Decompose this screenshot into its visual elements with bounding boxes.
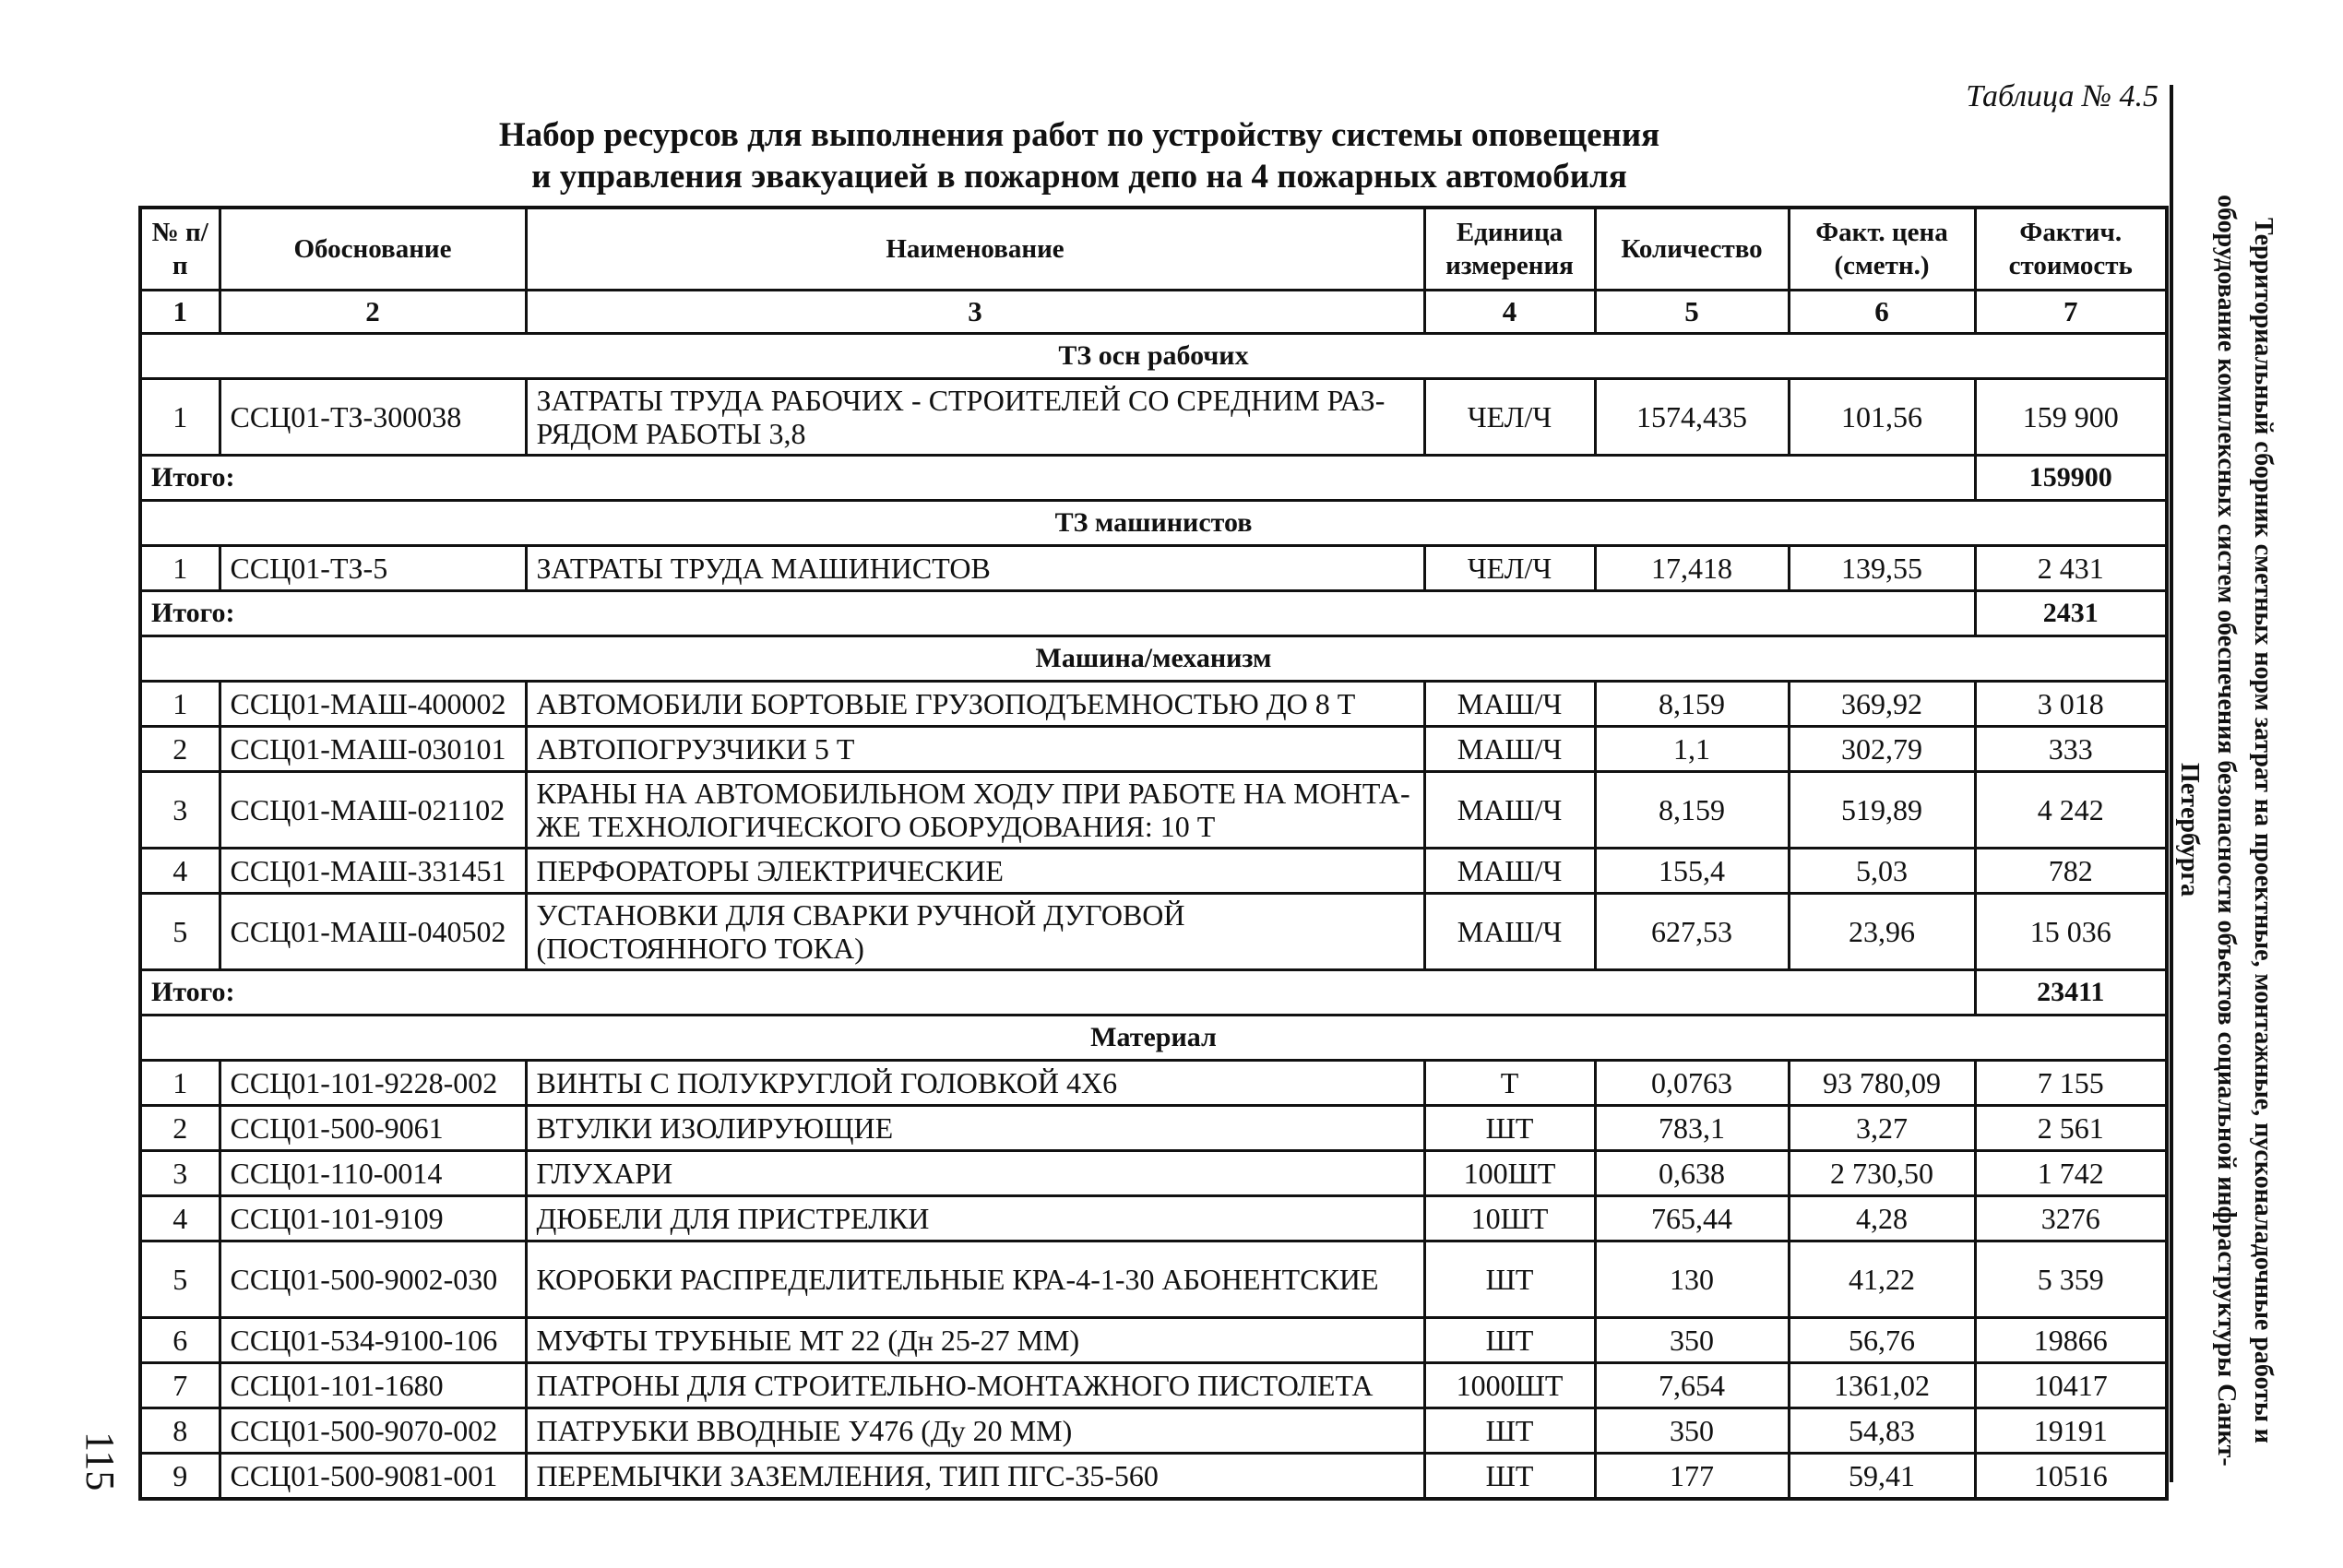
row-price: 4,28 — [1789, 1196, 1975, 1241]
row-number: 2 — [140, 1106, 220, 1151]
row-cost: 15 036 — [1975, 894, 2167, 970]
row-number: 2 — [140, 727, 220, 772]
row-number: 6 — [140, 1318, 220, 1363]
row-number: 9 — [140, 1454, 220, 1500]
row-cost: 4 242 — [1975, 772, 2167, 849]
row-unit: ШТ — [1424, 1106, 1595, 1151]
row-name: АВТОПОГРУЗЧИКИ 5 Т — [526, 727, 1424, 772]
row-unit: МАШ/Ч — [1424, 682, 1595, 727]
row-price: 369,92 — [1789, 682, 1975, 727]
column-number: 1 — [140, 291, 220, 334]
header-name: Наименование — [526, 208, 1424, 291]
header-basis: Обоснование — [220, 208, 526, 291]
row-unit: ШТ — [1424, 1408, 1595, 1454]
row-unit: МАШ/Ч — [1424, 894, 1595, 970]
row-qty: 130 — [1595, 1241, 1789, 1318]
table-label: Таблица № 4.5 — [1966, 79, 2159, 113]
table-row — [140, 1151, 2167, 1196]
total-label: Итого: — [140, 970, 1975, 1016]
row-qty: 8,159 — [1595, 772, 1789, 849]
total-row — [140, 591, 2167, 636]
row-unit: ЧЕЛ/Ч — [1424, 379, 1595, 456]
table-row — [140, 682, 2167, 727]
row-unit: ШТ — [1424, 1454, 1595, 1500]
table-row — [140, 1241, 2167, 1318]
row-price: 2 730,50 — [1789, 1151, 1975, 1196]
header-cost: Фактич. стоимость — [1975, 208, 2167, 291]
row-unit: ШТ — [1424, 1318, 1595, 1363]
row-code: ССЦ01-534-9100-106 — [220, 1318, 526, 1363]
table-row — [140, 894, 2167, 970]
row-name: АВТОМОБИЛИ БОРТОВЫЕ ГРУЗОПОДЪЕМНОСТЬЮ ДО 8 Т — [526, 682, 1424, 727]
header-num: № п/п — [140, 208, 220, 291]
row-qty: 350 — [1595, 1408, 1789, 1454]
row-code: ССЦ01-МАШ-040502 — [220, 894, 526, 970]
total-value: 23411 — [1975, 970, 2167, 1016]
row-name: ПЕРФОРАТОРЫ ЭЛЕКТРИЧЕСКИЕ — [526, 849, 1424, 894]
table-row — [140, 1318, 2167, 1363]
table-row — [140, 1106, 2167, 1151]
row-code: ССЦ01-МАШ-021102 — [220, 772, 526, 849]
section-title: ТЗ осн рабочих — [140, 334, 2167, 379]
row-price: 23,96 — [1789, 894, 1975, 970]
row-cost: 3276 — [1975, 1196, 2167, 1241]
row-cost: 19866 — [1975, 1318, 2167, 1363]
row-qty: 0,638 — [1595, 1151, 1789, 1196]
row-number: 5 — [140, 894, 220, 970]
row-qty: 0,0763 — [1595, 1061, 1789, 1106]
header-unit: Единица измерения — [1424, 208, 1595, 291]
row-code: ССЦ01-101-1680 — [220, 1363, 526, 1408]
column-number-row — [140, 291, 2167, 334]
table-row — [140, 1363, 2167, 1408]
row-name: ПАТРОНЫ ДЛЯ СТРОИТЕЛЬНО-МОНТАЖНОГО ПИСТОЛЕТА — [526, 1363, 1424, 1408]
section-title: ТЗ машинистов — [140, 501, 2167, 546]
column-number: 7 — [1975, 291, 2167, 334]
row-name: КРАНЫ НА АВТОМОБИЛЬНОМ ХОДУ ПРИ РАБОТЕ НА МОНТА-ЖЕ ТЕХНОЛОГИЧЕСКОГО ОБОРУДОВАНИЯ: 10 Т — [526, 772, 1424, 849]
total-row — [140, 970, 2167, 1016]
row-cost: 159 900 — [1975, 379, 2167, 456]
row-qty: 350 — [1595, 1318, 1789, 1363]
table-row — [140, 1408, 2167, 1454]
section-header-row — [140, 501, 2167, 546]
row-unit: МАШ/Ч — [1424, 727, 1595, 772]
row-name: ГЛУХАРИ — [526, 1151, 1424, 1196]
row-cost: 782 — [1975, 849, 2167, 894]
row-code: ССЦ01-500-9070-002 — [220, 1408, 526, 1454]
row-code: ССЦ01-МАШ-030101 — [220, 727, 526, 772]
row-number: 4 — [140, 1196, 220, 1241]
row-code: ССЦ01-101-9228-002 — [220, 1061, 526, 1106]
row-cost: 2 561 — [1975, 1106, 2167, 1151]
row-name: МУФТЫ ТРУБНЫЕ МТ 22 (Дн 25-27 ММ) — [526, 1318, 1424, 1363]
row-code: ССЦ01-500-9061 — [220, 1106, 526, 1151]
row-code: ССЦ01-500-9081-001 — [220, 1454, 526, 1500]
row-qty: 1,1 — [1595, 727, 1789, 772]
row-price: 101,56 — [1789, 379, 1975, 456]
row-qty: 8,159 — [1595, 682, 1789, 727]
header-row — [140, 208, 2167, 291]
row-cost: 10516 — [1975, 1454, 2167, 1500]
row-name: ЗАТРАТЫ ТРУДА РАБОЧИХ - СТРОИТЕЛЕЙ СО СРЕДНИМ РАЗ-РЯДОМ РАБОТЫ 3,8 — [526, 379, 1424, 456]
row-qty: 7,654 — [1595, 1363, 1789, 1408]
row-unit: МАШ/Ч — [1424, 772, 1595, 849]
row-number: 5 — [140, 1241, 220, 1318]
section-header-row — [140, 334, 2167, 379]
row-qty: 155,4 — [1595, 849, 1789, 894]
row-price: 519,89 — [1789, 772, 1975, 849]
section-title: Машина/механизм — [140, 636, 2167, 682]
column-number: 5 — [1595, 291, 1789, 334]
row-code: ССЦ01-110-0014 — [220, 1151, 526, 1196]
row-qty: 627,53 — [1595, 894, 1789, 970]
row-unit: МАШ/Ч — [1424, 849, 1595, 894]
row-code: ССЦ01-МАШ-400002 — [220, 682, 526, 727]
title-line-1: Набор ресурсов для выполнения работ по устройству системы оповещения — [498, 116, 1660, 154]
row-price: 3,27 — [1789, 1106, 1975, 1151]
row-number: 8 — [140, 1408, 220, 1454]
row-price: 59,41 — [1789, 1454, 1975, 1500]
row-number: 1 — [140, 1061, 220, 1106]
row-qty: 765,44 — [1595, 1196, 1789, 1241]
page-number: 115 — [77, 1431, 123, 1491]
row-unit: 10ШТ — [1424, 1196, 1595, 1241]
table-body — [140, 291, 2167, 1500]
row-name: ПЕРЕМЫЧКИ ЗАЗЕМЛЕНИЯ, ТИП ПГС-35-560 — [526, 1454, 1424, 1500]
table-row — [140, 1196, 2167, 1241]
page-title — [138, 114, 2020, 197]
row-price: 1361,02 — [1789, 1363, 1975, 1408]
row-cost: 19191 — [1975, 1408, 2167, 1454]
row-qty: 177 — [1595, 1454, 1789, 1500]
table-row — [140, 1454, 2167, 1500]
row-unit: ШТ — [1424, 1241, 1595, 1318]
row-name: ЗАТРАТЫ ТРУДА МАШИНИСТОВ — [526, 546, 1424, 591]
row-cost: 1 742 — [1975, 1151, 2167, 1196]
row-number: 1 — [140, 379, 220, 456]
total-row — [140, 456, 2167, 501]
row-price: 93 780,09 — [1789, 1061, 1975, 1106]
row-cost: 333 — [1975, 727, 2167, 772]
row-unit: 1000ШТ — [1424, 1363, 1595, 1408]
row-code: ССЦ01-МАШ-331451 — [220, 849, 526, 894]
row-number: 1 — [140, 546, 220, 591]
row-qty: 1574,435 — [1595, 379, 1789, 456]
row-number: 4 — [140, 849, 220, 894]
table-row — [140, 772, 2167, 849]
row-number: 1 — [140, 682, 220, 727]
row-price: 54,83 — [1789, 1408, 1975, 1454]
row-code: ССЦ01-ТЗ-5 — [220, 546, 526, 591]
row-qty: 783,1 — [1595, 1106, 1789, 1151]
row-unit: ЧЕЛ/Ч — [1424, 546, 1595, 591]
row-qty: 17,418 — [1595, 546, 1789, 591]
row-name: КОРОБКИ РАСПРЕДЕЛИТЕЛЬНЫЕ КРА-4-1-30 АБОНЕНТСКИЕ — [526, 1241, 1424, 1318]
row-number: 3 — [140, 772, 220, 849]
table-row — [140, 849, 2167, 894]
section-header-row — [140, 636, 2167, 682]
table-row — [140, 1061, 2167, 1106]
section-title: Материал — [140, 1016, 2167, 1061]
row-cost: 7 155 — [1975, 1061, 2167, 1106]
row-cost: 10417 — [1975, 1363, 2167, 1408]
row-price: 41,22 — [1789, 1241, 1975, 1318]
row-name: ПАТРУБКИ ВВОДНЫЕ У476 (Ду 20 ММ) — [526, 1408, 1424, 1454]
row-name: ДЮБЕЛИ ДЛЯ ПРИСТРЕЛКИ — [526, 1196, 1424, 1241]
resources-table — [138, 206, 2169, 1501]
total-value: 2431 — [1975, 591, 2167, 636]
table-row — [140, 546, 2167, 591]
column-number: 4 — [1424, 291, 1595, 334]
row-code: ССЦ01-ТЗ-300038 — [220, 379, 526, 456]
column-number: 3 — [526, 291, 1424, 334]
row-unit: Т — [1424, 1061, 1595, 1106]
table-row — [140, 727, 2167, 772]
row-price: 5,03 — [1789, 849, 1975, 894]
header-price: Факт. цена (сметн.) — [1789, 208, 1975, 291]
row-name: ВИНТЫ С ПОЛУКРУГЛОЙ ГОЛОВКОЙ 4Х6 — [526, 1061, 1424, 1106]
row-code: ССЦ01-500-9002-030 — [220, 1241, 526, 1318]
column-number: 6 — [1789, 291, 1975, 334]
row-name: УСТАНОВКИ ДЛЯ СВАРКИ РУЧНОЙ ДУГОВОЙ (ПОСТОЯННОГО ТОКА) — [526, 894, 1424, 970]
side-running-title: Территориальный сборник сметных норм затрат на проектные, монтажные, пусконаладочные работы и оборудование комплексных систем обеспечения безопасности объектов социальной инфраструктуры Санкт-Петербурга — [2175, 194, 2278, 1467]
row-cost: 3 018 — [1975, 682, 2167, 727]
row-cost: 2 431 — [1975, 546, 2167, 591]
row-cost: 5 359 — [1975, 1241, 2167, 1318]
row-name: ВТУЛКИ ИЗОЛИРУЮЩИЕ — [526, 1106, 1424, 1151]
column-number: 2 — [220, 291, 526, 334]
header-qty: Количество — [1595, 208, 1789, 291]
total-label: Итого: — [140, 456, 1975, 501]
row-price: 56,76 — [1789, 1318, 1975, 1363]
row-code: ССЦ01-101-9109 — [220, 1196, 526, 1241]
total-value: 159900 — [1975, 456, 2167, 501]
table-row — [140, 379, 2167, 456]
row-price: 139,55 — [1789, 546, 1975, 591]
row-number: 3 — [140, 1151, 220, 1196]
total-label: Итого: — [140, 591, 1975, 636]
row-unit: 100ШТ — [1424, 1151, 1595, 1196]
section-header-row — [140, 1016, 2167, 1061]
row-price: 302,79 — [1789, 727, 1975, 772]
row-number: 7 — [140, 1363, 220, 1408]
title-line-2: и управления эвакуацией в пожарном депо на 4 пожарных автомобиля — [531, 158, 1627, 196]
